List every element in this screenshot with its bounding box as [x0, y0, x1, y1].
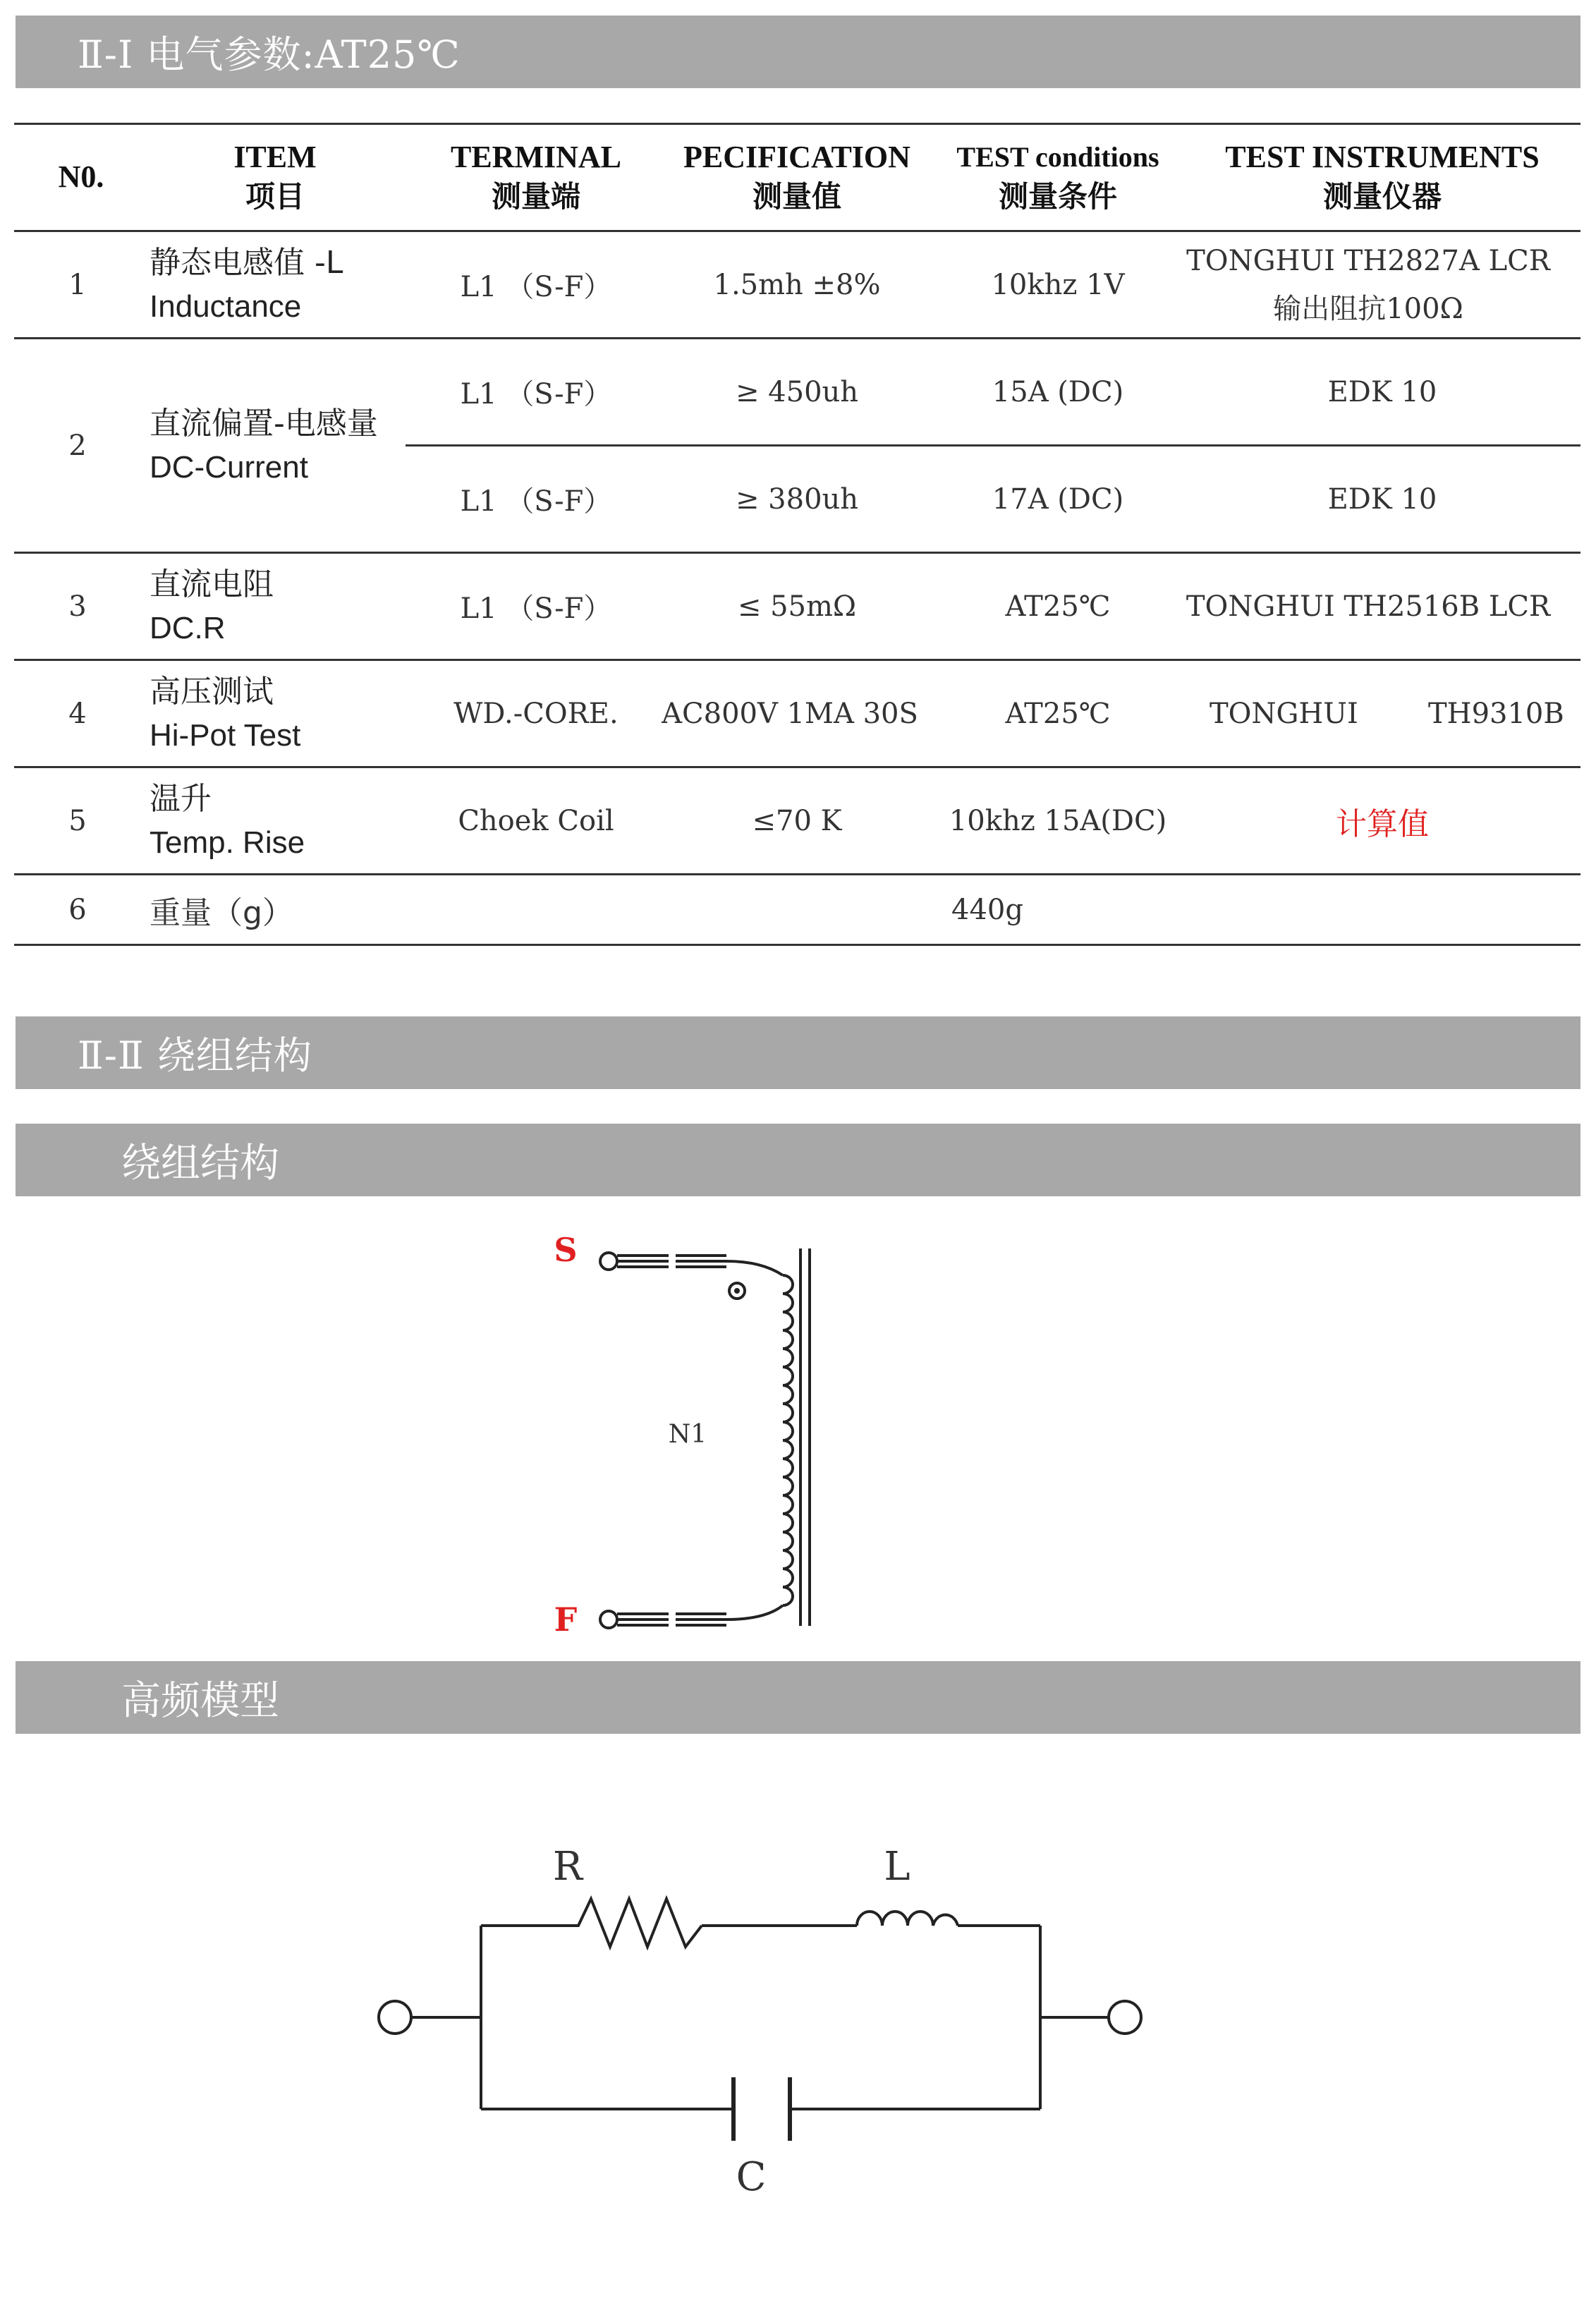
row5-item-en: Temp. Rise: [150, 825, 305, 860]
header-terminal: [423, 124, 649, 230]
header-item-zh: 项目: [245, 179, 305, 214]
table-bottom-rule: [14, 944, 1580, 946]
row1-instrument-model: TONGHUI TH2827A LCR: [1186, 245, 1550, 277]
header-spec-en: PECIFICATION: [683, 140, 910, 174]
row1-spec: 1.5mh ±8%: [713, 268, 881, 301]
row2a-spec: ≥ 450uh: [735, 375, 859, 408]
row4-instrument-brand: TONGHUI: [1210, 697, 1358, 730]
row2a-instrument: EDK 10: [1327, 375, 1437, 408]
resistor-label: R: [552, 1844, 583, 1890]
row5-instrument: 计算值: [1336, 806, 1429, 842]
row4-no: 4: [68, 697, 87, 730]
row1-item-en: Inductance: [150, 288, 302, 324]
row4-spec: AC800V 1MA 30S: [662, 697, 918, 730]
row4-item: [150, 661, 403, 766]
row4-item-zh: 高压测试: [150, 673, 274, 710]
section-header-winding: [16, 1016, 1580, 1089]
row3-spec: ≤ 55mΩ: [737, 590, 857, 623]
row6-item: 重量（g）: [150, 894, 293, 931]
header-item-en: ITEM: [233, 140, 317, 174]
section-header-electrical: [16, 16, 1580, 88]
row3-no: 3: [68, 590, 87, 623]
winding-start-terminal: [600, 1253, 617, 1270]
row5-conditions: 10khz 15A(DC): [949, 804, 1167, 837]
winding-start-label: S: [554, 1231, 578, 1269]
row6-value: 440g: [951, 893, 1023, 926]
winding-finish-label: F: [554, 1600, 578, 1636]
row6-no: 6: [68, 893, 87, 926]
row3-instrument: TONGHUI TH2516B LCR: [1186, 590, 1551, 623]
row2a-terminal: L1 （S-F）: [460, 378, 612, 411]
row1-item-zh: 静态电感值 -L: [150, 244, 343, 281]
section-title: Ⅱ-Ⅱ 绕组结构: [78, 1033, 312, 1078]
subsection-header-hf-model: [16, 1661, 1580, 1734]
row3-terminal: L1 （S-F）: [460, 593, 612, 625]
row1-no: 1: [68, 268, 87, 301]
row2-item: [150, 339, 403, 552]
header-conditions-en: TEST conditions: [956, 141, 1159, 173]
row2-item-zh: 直流偏置-电感量: [150, 405, 378, 442]
row2b-instrument: EDK 10: [1327, 482, 1437, 516]
header-instruments-zh: 测量仪器: [1322, 179, 1442, 214]
subsection-header-winding: [16, 1124, 1580, 1196]
header-conditions: [938, 124, 1178, 230]
winding-label: N1: [668, 1420, 707, 1449]
row2b-terminal: L1 （S-F）: [460, 485, 612, 518]
row5-no: 5: [68, 804, 87, 837]
row3-item-en: DC.R: [150, 610, 226, 645]
row2b-conditions: 17A (DC): [992, 482, 1124, 516]
row5-item: [150, 768, 403, 873]
row4-conditions: AT25℃: [1005, 697, 1111, 730]
header-no-label: N0.: [58, 159, 104, 194]
winding-diagram: [550, 1227, 860, 1636]
header-spec: [663, 124, 931, 230]
circuit-terminal-left: [379, 2001, 411, 2034]
subsection-title: 绕组结构: [121, 1140, 279, 1186]
row1-item: [150, 232, 403, 337]
row5-spec: ≤70 K: [752, 804, 842, 837]
winding-coil: [783, 1275, 793, 1605]
row4-instrument-model: TH9310B: [1428, 697, 1564, 730]
row3-conditions: AT25℃: [1005, 590, 1111, 623]
circuit-terminal-right: [1109, 2001, 1141, 2034]
row5-item-zh: 温升: [150, 780, 212, 817]
row5-terminal: Choek Coil: [458, 804, 614, 837]
header-no: [28, 124, 134, 230]
winding-finish-lead: [617, 1605, 783, 1625]
header-conditions-zh: 测量条件: [998, 179, 1117, 214]
hf-model-circuit: [367, 1820, 1178, 2215]
inductor: [857, 1912, 958, 1926]
row1-terminal: L1 （S-F）: [460, 271, 612, 303]
inductor-label: L: [884, 1844, 910, 1890]
winding-start-lead: [617, 1256, 783, 1275]
capacitor: [731, 2077, 792, 2141]
subsection-title: 高频模型: [121, 1677, 279, 1724]
header-terminal-en: TERMINAL: [450, 140, 622, 174]
row2-no: 2: [68, 429, 87, 462]
header-instruments-en: TEST INSTRUMENTS: [1225, 140, 1540, 174]
row2-item-en: DC-Current: [150, 449, 308, 485]
winding-finish-terminal: [600, 1611, 617, 1628]
section-title: Ⅱ-Ⅰ 电气参数:AT25℃: [78, 32, 461, 77]
capacitor-label: C: [736, 2154, 767, 2200]
row2b-spec: ≥ 380uh: [735, 482, 859, 516]
header-instruments: [1199, 124, 1566, 230]
header-spec-zh: 测量值: [752, 179, 841, 214]
circuit-wires: [411, 1926, 1109, 2109]
header-terminal-zh: 测量端: [491, 179, 580, 214]
row3-item-zh: 直流电阻: [150, 566, 274, 602]
row4-terminal: WD.-CORE.: [453, 697, 619, 730]
header-item: [176, 124, 374, 230]
row4-item-en: Hi-Pot Test: [150, 717, 301, 753]
row3-item: [150, 554, 403, 659]
row1-conditions: 10khz 1V: [991, 268, 1125, 301]
row1-instrument-impedance: 输出阻抗100Ω: [1273, 292, 1463, 325]
row2a-conditions: 15A (DC): [992, 375, 1124, 408]
resistor: [564, 1899, 702, 1947]
